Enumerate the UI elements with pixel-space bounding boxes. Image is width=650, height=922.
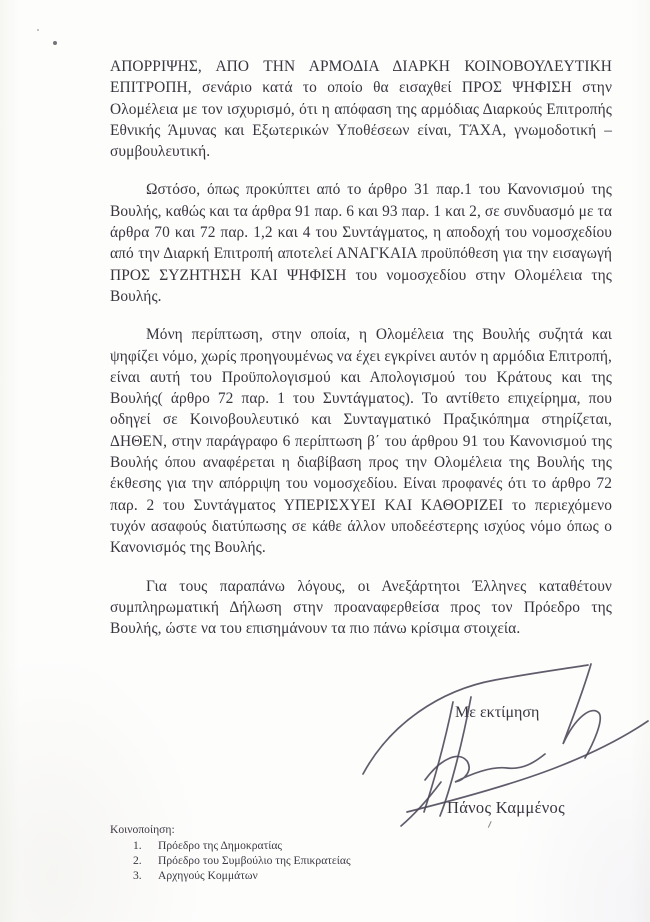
cc-label: Κοινοποίηση: [110,823,175,836]
cc-section [110,822,351,883]
paragraph: ΑΠΟΡΡΙΨΗΣ, ΑΠΟ ΤΗΝ ΑΡΜΟΔΙΑ ΔΙΑΡΚΗ ΚΟΙΝΟΒΟΥΛΕΥΤΙΚΗ ΕΠΙΤΡΟΠΗ, σενάριο κατά το οποίο θα εισαχθεί ΠΡΟΣ ΨΗΦΙΣΗ στην Ολομέλεια με τον ισχυρισμό, ότι η απόφαση της αρμόδιας Διαρκούς Επιτροπής Εθνικής Άμυνας και Εξωτερικών Υποθέσεων είναι, ΤΆΧΑ, γνωμοδοτική – συμβουλευτική. [110,58,612,161]
cc-item [133,853,351,868]
cc-item-text: Πρόεδρο της Δημοκρατίας [158,839,283,852]
cc-item-number: 1. [133,839,142,852]
scan-speck-icon [37,29,39,31]
cc-item-text: Αρχηγούς Κομμάτων [158,869,258,882]
letter-body [110,56,612,639]
cc-item [133,868,351,883]
paragraph: Ωστόσο, όπως προκύπτει από το άρθρο 31 παρ.1 του Κανονισμού της Βουλής, καθώς και τα άρθρα 91 παρ. 6 και 93 παρ. 1 και 2, σε συνδυασμό με τα άρθρα 70 και 72 παρ. 1,2 και 4 του Συντάγματος, η αποδοχή του νομοσχεδίου από την Διαρκή Επιτροπή αποτελεί ΑΝΑΓΚΑΙΑ προϋπόθεση για την εισαγωγή ΠΡΟΣ ΣΥΖΗΤΗΣΗ ΚΑΙ ΨΗΦΙΣΗ του νομοσχεδίου στην Ολομέλεια της Βουλής. [110,181,612,305]
paragraph: Για τους παραπάνω λόγους, οι Ανεξάρτητοι Έλληνες καταθέτουν συμπληρωματική Δήλωση στην προαναφερθείσα προς τον Πρόεδρο της Βουλής, ώστε να του επισημάνουν τα πιο πάνω κρίσιμα στοιχεία. [110,577,612,638]
cc-item-text: Πρόεδρο του Συμβούλιο της Επικρατείας [158,854,351,867]
cc-item-number: 2. [133,854,142,867]
closing-salutation: Με εκτίμηση [455,704,540,721]
cc-item [133,838,351,853]
cc-item-number: 3. [133,869,142,882]
paragraph: Μόνη περίπτωση, στην οποία, η Ολομέλεια της Βουλής συζητά και ψηφίζει νόμο, χωρίς προηγουμένως να έχει εγκρίνει αυτόν η αρμόδια Επιτροπή, είναι αυτή του Προϋπολογισμού και Απολογισμού του Κράτους και της Βουλής( άρθρο 72 παρ. 1 του Συντάγματος). Το αντίθετο επιχείρημα, που οδηγεί σε Κοινοβουλευτικό και Συνταγματικό Πραξικόπημα στηρίζεται, ΔΗΘΕΝ, στην παράγραφο 6 περίπτωση β΄ του άρθρου 91 του Κανονισμού της Βουλής όπου αναφέρεται η διαβίβαση προς την Ολομέλεια της Βουλής της έκθεσης για την απόρριψη του νομοσχεδίου. Είναι προφανές ότι το άρθρο 72 παρ. 2 του Συντάγματος ΥΠΕΡΙΣΧΥΕΙ ΚΑΙ ΚΑΘΟΡΙΖΕΙ το περιεχόμενο τυχόν ασαφούς διατύπωσης σε κάθε άλλον υποδεέστερης ισχύος νόμο όπως ο Κανονισμός της Βουλής. [110,326,612,557]
scan-speck-icon [53,41,57,45]
signatory-name: Πάνος Καμμένος [447,798,565,817]
